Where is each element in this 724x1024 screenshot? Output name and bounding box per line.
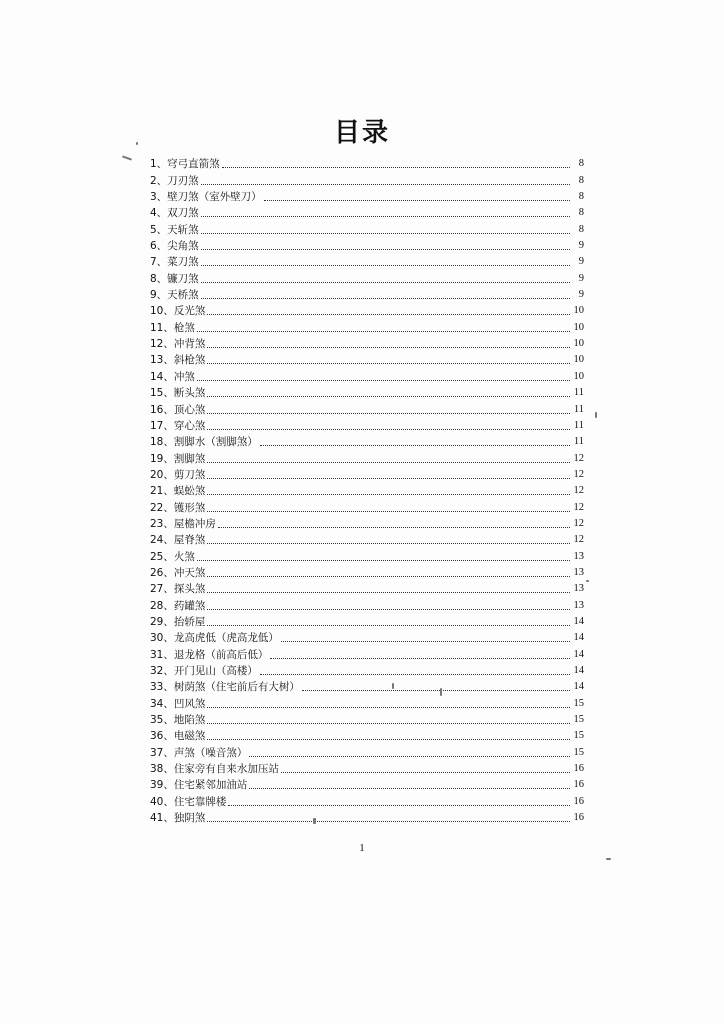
toc-entry-page: 10 (573, 354, 584, 366)
toc-entry-label: 29、抬轿屋 (150, 615, 206, 628)
toc-entry (150, 646, 584, 662)
toc-entry (150, 287, 584, 303)
toc-dot-leader (207, 412, 570, 414)
toc-entry-page: 14 (573, 615, 584, 627)
toc-entry-page: 8 (578, 174, 584, 186)
toc-dot-leader (218, 526, 570, 528)
toc-entry (150, 483, 584, 499)
toc-entry (150, 712, 584, 728)
toc-entry-label: 10、反光煞 (150, 305, 206, 318)
toc-entry-page: 9 (578, 256, 584, 268)
toc-entry (150, 254, 584, 270)
toc-dot-leader (207, 493, 570, 495)
toc-entry (150, 793, 584, 809)
toc-entry (150, 614, 584, 630)
toc-entry-label: 11、枪煞 (150, 321, 195, 334)
toc-entry (150, 238, 584, 254)
toc-dot-leader (207, 722, 570, 724)
toc-dot-leader (207, 575, 570, 577)
toc-entry-label: 39、住宅紧邻加油站 (150, 779, 248, 792)
toc-entry-page: 15 (573, 746, 584, 758)
scan-speck (595, 412, 597, 418)
toc-entry (150, 418, 584, 434)
toc-entry-label: 12、冲背煞 (150, 338, 206, 351)
toc-entry-label: 38、住家旁有自来水加压站 (150, 763, 279, 776)
toc-entry-page: 16 (573, 763, 584, 775)
page-title: 目录 (333, 118, 390, 148)
toc-dot-leader (222, 166, 570, 168)
toc-entry-label: 25、火煞 (150, 550, 195, 563)
toc-dot-leader (281, 640, 570, 642)
toc-dot-leader (201, 183, 570, 185)
toc-dot-leader (201, 264, 570, 266)
toc-dot-leader (281, 771, 570, 773)
toc-entry-label: 15、断头煞 (150, 387, 206, 400)
toc-entry-page: 13 (573, 599, 584, 611)
toc-entry-label: 13、斜枪煞 (150, 354, 206, 367)
toc-entry-label: 18、割脚水（割脚煞） (150, 436, 258, 449)
toc-entry (150, 516, 584, 532)
toc-entry (150, 156, 584, 172)
toc-dot-leader (302, 689, 570, 691)
toc-entry-label: 3、壁刀煞（室外壁刀） (150, 191, 262, 204)
scan-speck (313, 818, 316, 824)
toc-entry-page: 10 (573, 370, 584, 382)
toc-dot-leader (207, 346, 570, 348)
toc-entry (150, 401, 584, 417)
toc-entry (150, 630, 584, 646)
toc-entry (150, 565, 584, 581)
toc-entry-label: 34、凹风煞 (150, 697, 206, 710)
toc-entry-page: 11 (573, 387, 584, 399)
toc-entry-page: 12 (573, 534, 584, 546)
toc-entry-page: 8 (578, 207, 584, 219)
toc-dot-leader (197, 559, 570, 561)
toc-entry (150, 189, 584, 205)
toc-entry-page: 11 (573, 403, 584, 415)
toc-entry-page: 14 (573, 648, 584, 660)
toc-entry-label: 41、独阴煞 (150, 812, 206, 825)
toc-entry-page: 8 (578, 191, 584, 203)
toc-entry-page: 16 (573, 795, 584, 807)
toc-entry-label: 35、地陷煞 (150, 714, 206, 727)
toc-dot-leader (201, 215, 570, 217)
toc-entry-page: 16 (573, 812, 584, 824)
toc-entry-label: 1、穹弓直箭煞 (150, 158, 220, 171)
toc-dot-leader (207, 362, 570, 364)
toc-entry-label: 17、穿心煞 (150, 419, 206, 432)
toc-entry (150, 303, 584, 319)
scan-speck (586, 580, 589, 582)
toc-dot-leader (201, 232, 570, 234)
toc-entry-label: 19、割脚煞 (150, 452, 206, 465)
toc-dot-leader (207, 477, 570, 479)
toc-entry-label: 20、剪刀煞 (150, 468, 206, 481)
toc-dot-leader (201, 248, 570, 250)
toc-entry-page: 12 (573, 468, 584, 480)
scan-speck (606, 858, 611, 860)
toc-entry-page: 12 (573, 517, 584, 529)
toc-dot-leader (260, 444, 570, 446)
toc-entry-page: 12 (573, 501, 584, 513)
toc-entry-label: 32、开门见山（高楼） (150, 665, 258, 677)
toc-entry-page: 10 (573, 321, 584, 333)
toc-entry-page: 14 (573, 665, 584, 676)
toc-dot-leader (207, 706, 570, 708)
toc-entry-label: 5、天斩煞 (150, 223, 199, 236)
toc-entry (150, 434, 584, 450)
toc-entry (150, 450, 584, 466)
toc-dot-leader (207, 738, 570, 740)
toc-entry (150, 270, 584, 286)
toc-entry (150, 728, 584, 744)
toc-entry-page: 12 (573, 452, 584, 464)
toc-entry-page: 16 (573, 779, 584, 791)
toc-dot-leader (207, 461, 570, 463)
toc-entry (150, 744, 584, 760)
toc-entry-page: 12 (573, 485, 584, 497)
toc-entry-page: 14 (573, 681, 584, 693)
toc-entry (150, 205, 584, 221)
toc-entry-label: 28、药罐煞 (150, 599, 206, 612)
toc-entry-label: 7、菜刀煞 (150, 256, 199, 269)
toc-entry-label: 23、屋檐冲房 (150, 517, 216, 530)
toc-entry (150, 532, 584, 548)
toc-entry-label: 8、镰刀煞 (150, 272, 199, 285)
toc-entry-label: 2、刀刃煞 (150, 174, 199, 187)
scan-speck (136, 142, 138, 145)
toc-entry (150, 319, 584, 335)
toc-entry-label: 31、退龙格（前高后低） (150, 648, 269, 661)
table-of-contents (150, 156, 584, 826)
toc-entry-page: 11 (573, 419, 584, 431)
toc-entry-label: 4、双刀煞 (150, 207, 199, 220)
toc-dot-leader (207, 542, 570, 544)
toc-entry-label: 27、探头煞 (150, 583, 206, 596)
toc-dot-leader (197, 379, 570, 381)
toc-entry (150, 695, 584, 711)
toc-entry-label: 21、蜈蚣煞 (150, 485, 206, 498)
toc-dot-leader (207, 313, 570, 315)
toc-dot-leader (207, 820, 570, 822)
toc-entry (150, 581, 584, 597)
toc-entry-page: 9 (578, 272, 584, 284)
toc-entry-page: 10 (573, 338, 584, 350)
toc-entry (150, 385, 584, 401)
toc-entry-label: 14、冲煞 (150, 370, 195, 383)
toc-entry (150, 679, 584, 695)
toc-entry (150, 368, 584, 384)
toc-entry-page: 15 (573, 697, 584, 709)
toc-entry-label: 9、天桥煞 (150, 289, 199, 302)
toc-entry-label: 26、冲天煞 (150, 566, 206, 579)
toc-dot-leader (264, 199, 570, 201)
toc-entry-label: 36、电磁煞 (150, 730, 206, 743)
toc-dot-leader (270, 657, 570, 659)
toc-dot-leader (207, 624, 570, 626)
toc-entry (150, 352, 584, 368)
toc-entry-label: 30、龙高虎低（虎高龙低） (150, 632, 279, 645)
toc-entry-label: 16、顶心煞 (150, 403, 206, 416)
toc-entry-label: 22、镬形煞 (150, 501, 206, 514)
toc-entry-page: 13 (573, 550, 584, 562)
scan-speck (122, 155, 132, 160)
scan-speck (440, 688, 442, 696)
toc-dot-leader (207, 591, 570, 593)
toc-entry-page: 13 (573, 583, 584, 595)
toc-dot-leader (197, 330, 570, 332)
page-number: 1 (359, 842, 365, 854)
toc-entry (150, 172, 584, 188)
toc-dot-leader (260, 673, 570, 675)
toc-entry (150, 467, 584, 483)
toc-dot-leader (207, 428, 570, 430)
toc-entry-page: 13 (573, 566, 584, 578)
toc-dot-leader (228, 804, 570, 806)
toc-entry-label: 24、屋脊煞 (150, 534, 206, 547)
toc-dot-leader (201, 297, 570, 299)
toc-entry (150, 548, 584, 564)
toc-dot-leader (207, 608, 570, 610)
toc-entry-page: 9 (578, 289, 584, 301)
toc-entry-page: 8 (578, 223, 584, 235)
toc-entry-label: 40、住宅靠牌楼 (150, 795, 227, 808)
toc-entry-page: 8 (578, 158, 584, 170)
toc-entry-label: 6、尖角煞 (150, 240, 199, 253)
toc-entry-page: 10 (573, 305, 584, 317)
toc-dot-leader (207, 395, 570, 397)
toc-entry (150, 810, 584, 826)
toc-entry-page: 15 (573, 730, 584, 742)
toc-dot-leader (249, 755, 570, 757)
toc-entry (150, 761, 584, 777)
toc-entry-label: 37、声煞（噪音煞） (150, 746, 248, 759)
toc-entry-page: 15 (573, 714, 584, 726)
toc-entry-label: 33、树荫煞（住宅前后有大树） (150, 681, 300, 694)
toc-entry-page: 11 (573, 436, 584, 448)
scan-speck (392, 683, 394, 689)
toc-entry (150, 499, 584, 515)
toc-dot-leader (207, 510, 570, 512)
toc-entry-page: 9 (578, 240, 584, 252)
toc-entry (150, 777, 584, 793)
toc-entry (150, 336, 584, 352)
toc-dot-leader (249, 787, 570, 789)
toc-entry-page: 14 (573, 632, 584, 644)
toc-dot-leader (201, 281, 570, 283)
toc-entry (150, 597, 584, 613)
toc-entry (150, 663, 584, 679)
toc-entry (150, 221, 584, 237)
